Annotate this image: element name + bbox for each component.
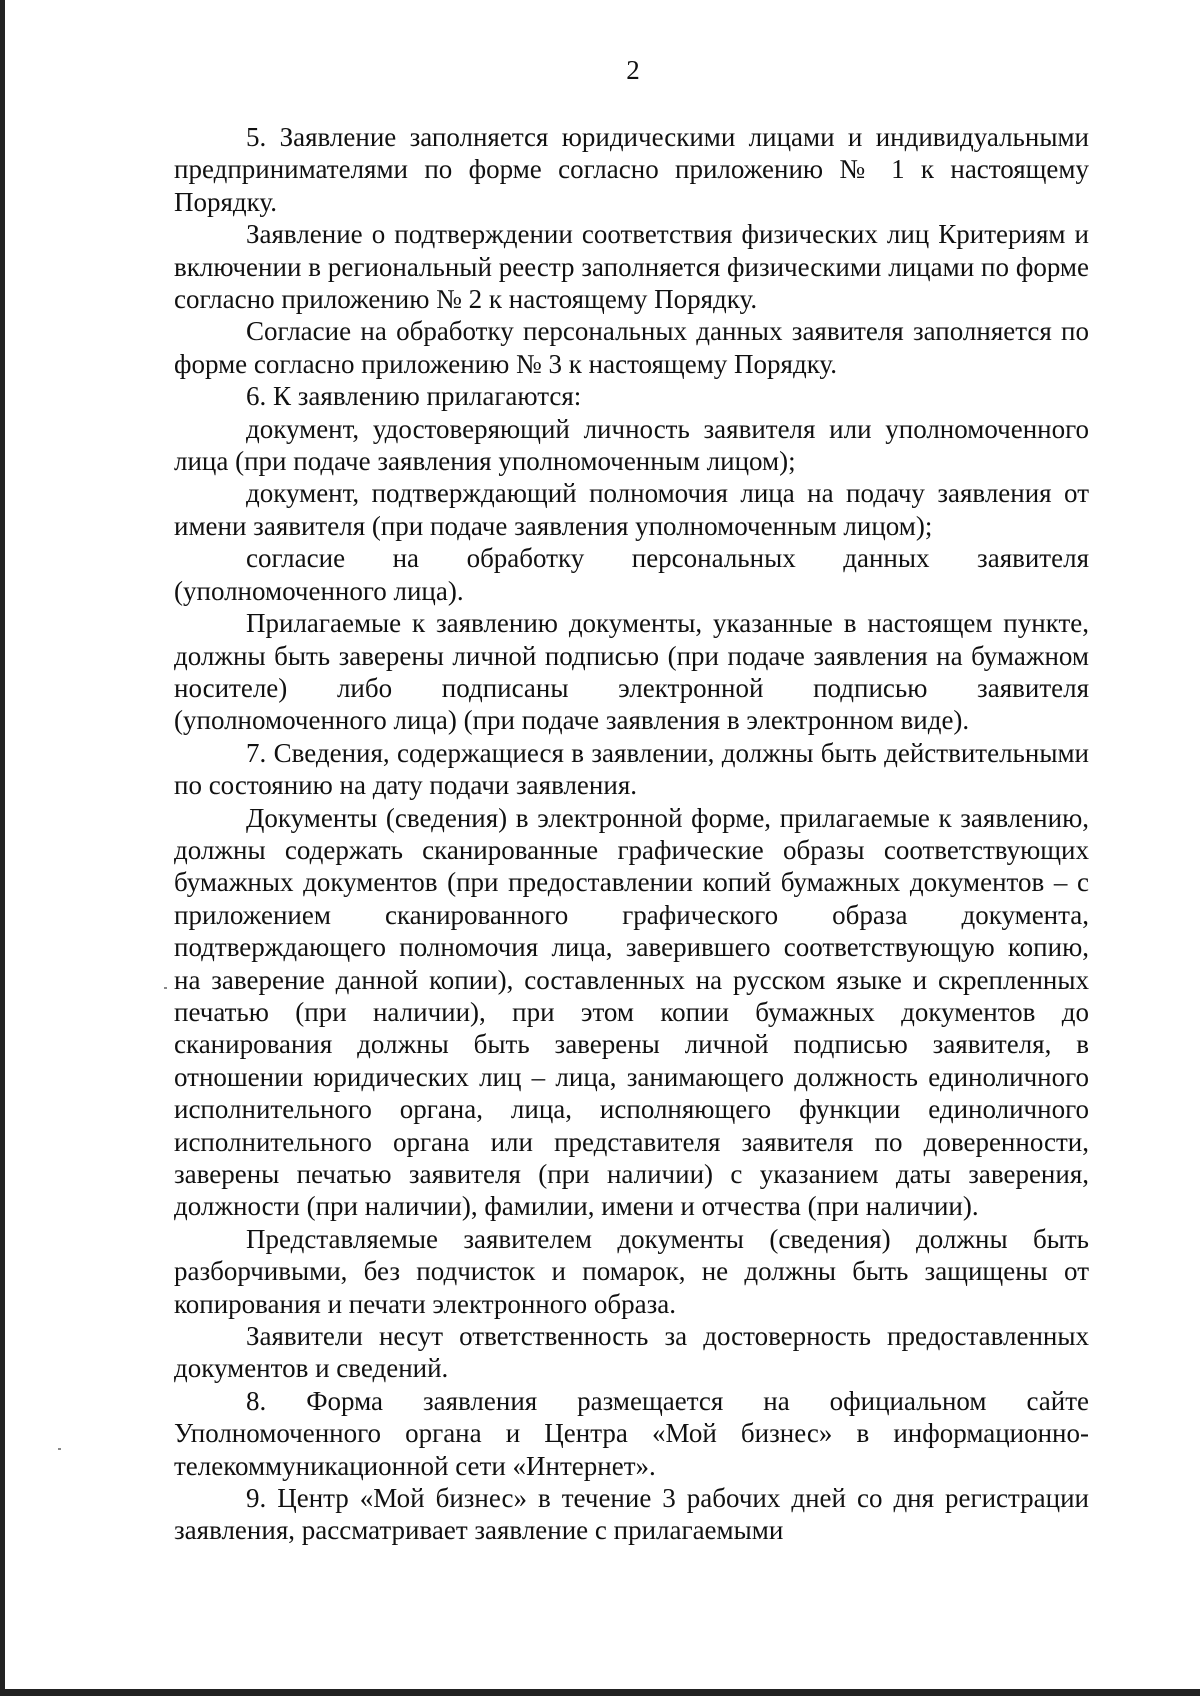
- page-number: 2: [626, 55, 640, 85]
- paragraph-5-application-form: 5. Заявление заполняется юридическими лицами и индивидуальными предпринимателями по форме согласно приложению № 1 к настоящему Порядку.: [174, 122, 1089, 217]
- paragraph-attachments-certification: Прилагаемые к заявлению документы, указанные в настоящем пункте, должны быть заверены личной подписью (при подаче заявления на бумажном носителе) либо подписаны электронной подписью заявителя (уполномоченного лица) (при подаче заявления в электронном виде).: [174, 608, 1089, 736]
- scan-speck: [58, 1448, 61, 1450]
- paragraph-8-form-publication: 8. Форма заявления размещается на официальном сайте Уполномоченного органа и Центра «Мой бизнес» в информационно-телекоммуникационной сети «Интернет».: [174, 1385, 1089, 1481]
- paragraph-personal-data-consent: Согласие на обработку персональных данных заявителя заполняется по форме согласно приложению № 3 к настоящему Порядку.: [174, 316, 1089, 379]
- paragraph-6-attachments: 6. К заявлению прилагаются:: [246, 381, 582, 412]
- paragraph-electronic-documents: Документы (сведения) в электронной форме, прилагаемые к заявлению, должны содержать сканированные графические образы соответствующих бумажных документов (при предоставлении копий бумажных документов – с приложением сканированного графического образа документа, подтверждающего полномочия лица, заверившего соответствующую копию, на заверение данной копии), составленных на русском языке и скрепленных печатью (при наличии), при этом копии бумажных документов до сканирования должны быть заверены личной подписью заявителя, в отношении юридических лиц – лица, занимающего должность единоличного исполнительного органа, лица, исполняющего функции единоличного исполнительного органа или представителя заявителя по доверенности, заверены печатью заявителя (при наличии) с указанием даты заверения, должности (при наличии), фамилии, имени и отчества (при наличии).: [174, 802, 1089, 1222]
- paragraph-responsibility: Заявители несут ответственность за достоверность предоставленных документов и сведений.: [174, 1321, 1089, 1384]
- scan-edge-bottom: [0, 1689, 1200, 1696]
- paragraph-identity-document: документ, удостоверяющий личность заявителя или уполномоченного лица (при подаче заявления уполномоченным лицом);: [174, 413, 1089, 477]
- document-body: [174, 121, 1089, 1547]
- paragraph-7-validity: 7. Сведения, содержащиеся в заявлении, должны быть действительными по состоянию на дату подачи заявления.: [174, 737, 1089, 801]
- paragraph-authority-document: документ, подтверждающий полномочия лица на подачу заявления от имени заявителя (при подаче заявления уполномоченным лицом);: [174, 478, 1089, 541]
- scan-edge-left: [0, 0, 5, 1696]
- paragraph-consent-document: согласие на обработку персональных данных заявителя (уполномоченного лица).: [174, 543, 1089, 606]
- paragraph-legibility: Представляемые заявителем документы (сведения) должны быть разборчивыми, без подчисток и помарок, не должны быть защищены от копирования и печати электронного образа.: [174, 1223, 1089, 1319]
- scan-speck: [164, 987, 167, 989]
- paragraph-9-review: 9. Центр «Мой бизнес» в течение 3 рабочих дней со дня регистрации заявления, рассматривает заявление с прилагаемыми: [174, 1483, 1089, 1546]
- paragraph-individuals-application: Заявление о подтверждении соответствия физических лиц Критериям и включении в региональный реестр заполняется физическими лицами по форме согласно приложению № 2 к настоящему Порядку.: [174, 219, 1089, 315]
